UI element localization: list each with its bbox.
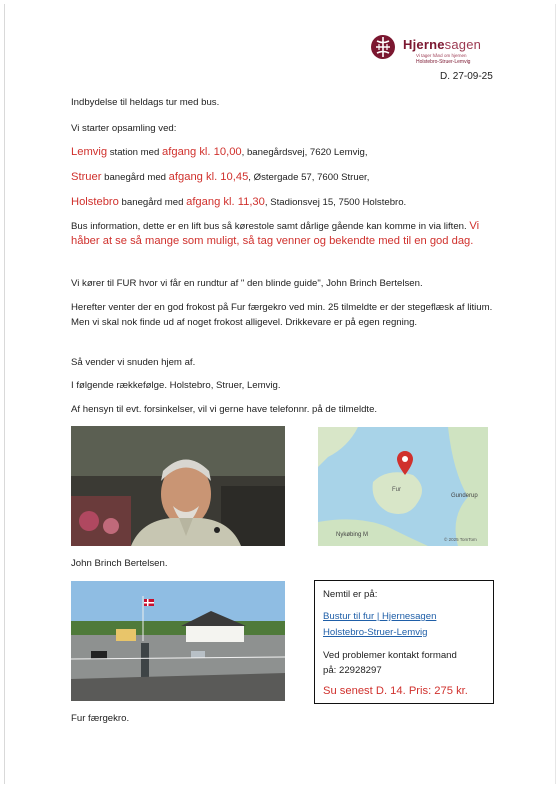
hjernesagen-logo: [370, 32, 500, 68]
tour-text: Vi kører til FUR hvor vi får en rundtur af " den blinde guide", John Brinch Bertelsen.: [71, 278, 423, 289]
org-region: Holstebro-Struer-Lemvig: [416, 59, 471, 65]
stop-lemvig: Lemvig station med afgang kl. 10,00, banegårdsvej, 7620 Lemvig,: [71, 146, 368, 158]
return-text: Så vender vi snuden hjem af.: [71, 357, 196, 368]
map-label-nykobing: Nykøbing M: [336, 532, 369, 538]
signup-heading: Nemtil er på:: [323, 589, 378, 600]
document-date: D. 27-09-25: [440, 71, 493, 82]
contact-text-1: Ved problemer kontakt formand: [323, 650, 457, 661]
signup-box: [314, 580, 494, 704]
stop-holstebro: Holstebro banegård med afgang kl. 11,30, Stadionsvej 15, 7500 Holstebro.: [71, 196, 407, 208]
lunch-text: Herefter venter der en god frokost på Fur færgekro ved min. 25 tilmeldte er der stegeflæsk af litium. Men vi skal nok finde ud af noget frokost alligevel. Drikkevare er på egen regning.: [71, 302, 493, 328]
map-label-gunderup: Gunderup: [451, 493, 478, 499]
map-copyright: © 2025 TomTom: [444, 537, 477, 542]
ferry-photo: [71, 581, 285, 701]
bus-info-text: Bus information, dette er en lift bus så kørestole samt dårlige gående kan komme in via liften. Vi håber at se så mange som muligt, så tag venner og bekendte med til en god dag.: [71, 220, 480, 247]
org-tagline: Vi tager hånd om hjernen: [416, 53, 467, 58]
ferry-caption: Fur færgekro.: [71, 713, 130, 724]
map-label-fur: Fur: [392, 487, 401, 493]
pickup-intro: Vi starter opsamling ved:: [71, 123, 177, 134]
org-name: Hjernesagen: [403, 37, 482, 52]
contact-text-2: på: 22928297: [323, 665, 382, 676]
brain-logo-icon: [370, 32, 396, 62]
order-text: I følgende rækkefølge. Holstebro, Struer, Lemvig.: [71, 380, 281, 391]
fur-map: [318, 427, 488, 546]
intro-text: Indbydelse til heldags tur med bus.: [71, 97, 220, 108]
portrait-photo: [71, 426, 285, 546]
signup-link[interactable]: Bustur til fur | Hjernesagen: [323, 611, 437, 622]
portrait-caption: John Brinch Bertelsen.: [71, 558, 168, 569]
phone-text: Af hensyn til evt. forsinkelser, vil vi gerne have telefonnr. på de tilmeldte.: [71, 404, 378, 415]
stop-struer: Struer banegård med afgang kl. 10,45, Østergade 57, 7600 Struer,: [71, 171, 370, 183]
signup-link-region[interactable]: Holstebro-Struer-Lemvig: [323, 627, 428, 638]
deadline-price: Su senest D. 14. Pris: 275 kr.: [323, 685, 468, 697]
map-pin-icon: [397, 451, 413, 475]
